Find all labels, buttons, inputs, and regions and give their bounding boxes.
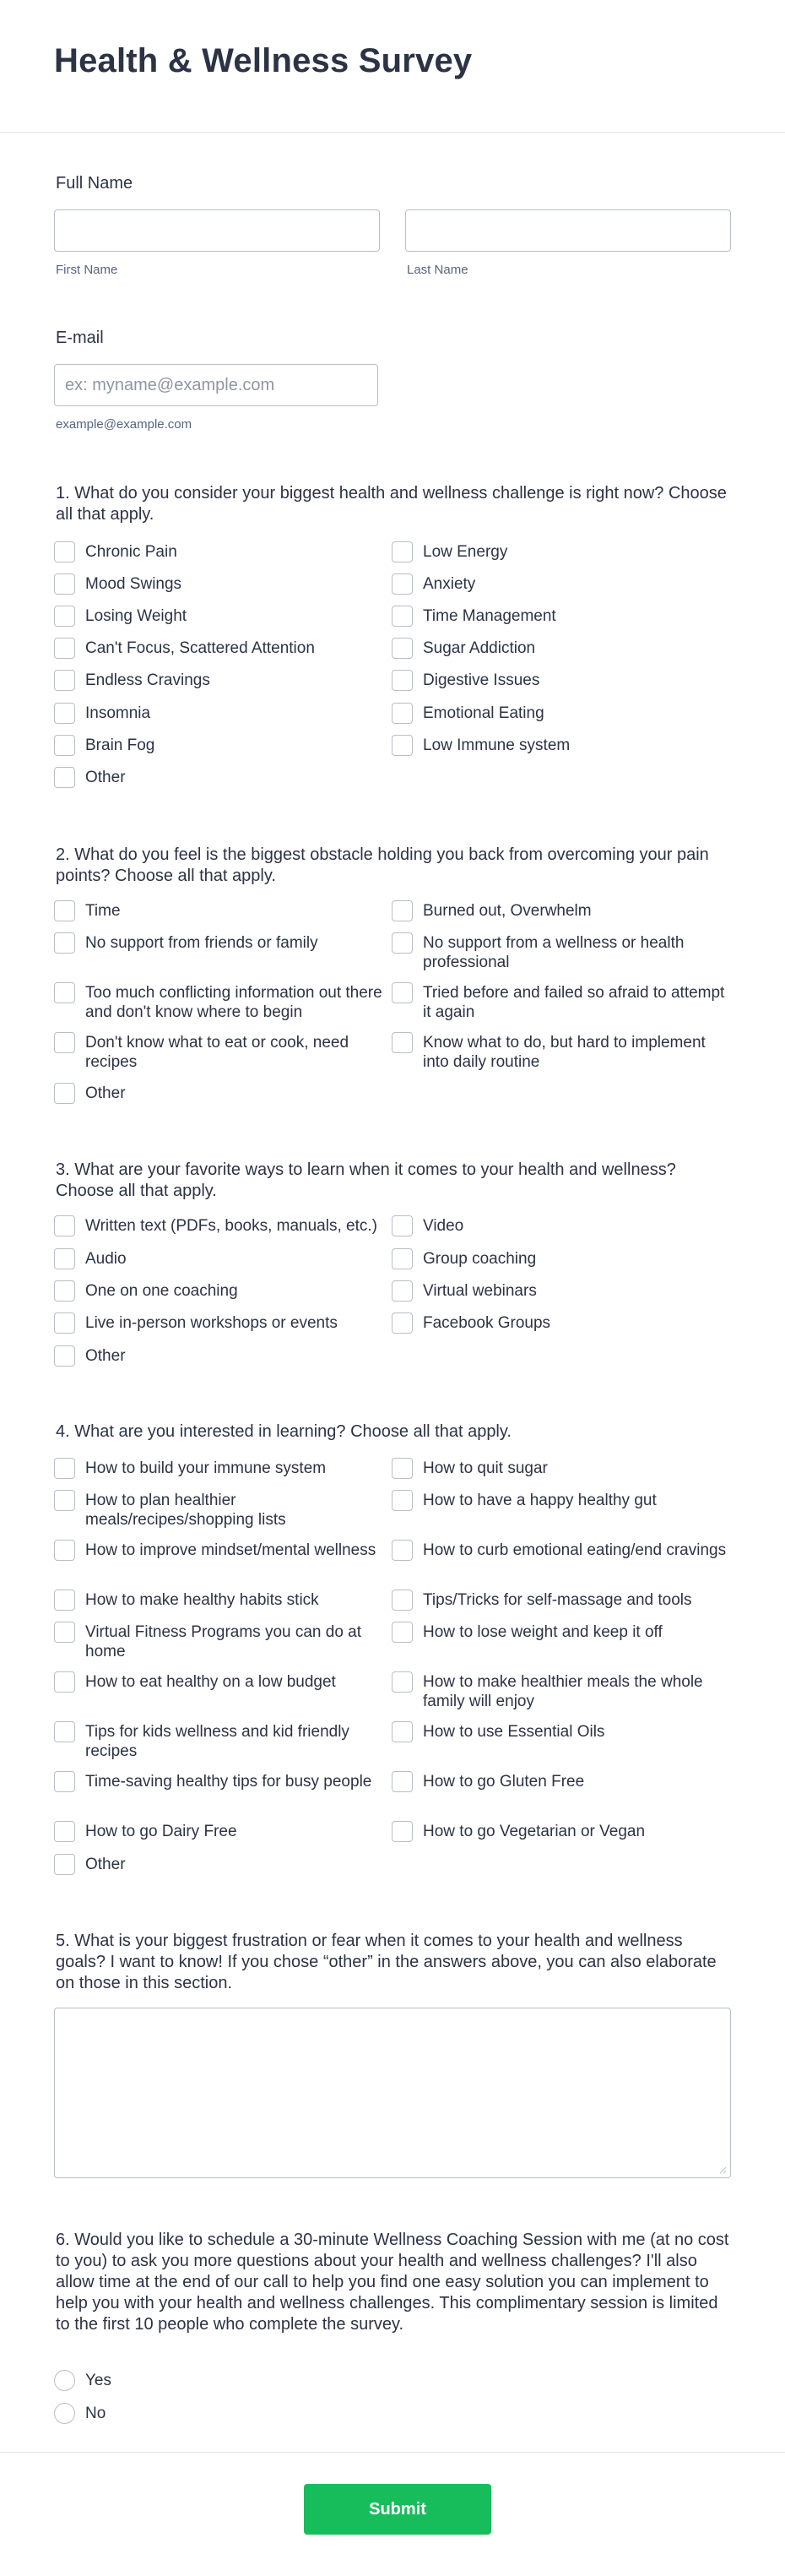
radio-button[interactable] <box>54 2370 75 2391</box>
checkbox[interactable] <box>54 1345 75 1367</box>
q4-option-essential-oils[interactable]: How to use Essential Oils <box>392 1722 731 1742</box>
q2-option-conflicting-info[interactable]: Too much conflicting information out there and don't know where to begin <box>54 983 393 1022</box>
checkbox[interactable] <box>54 1540 75 1561</box>
frustration-textarea[interactable] <box>55 2008 730 2177</box>
checkbox[interactable] <box>54 670 75 691</box>
q4-option-low-budget[interactable]: How to eat healthy on a low budget <box>54 1672 393 1693</box>
checkbox[interactable] <box>54 1083 75 1104</box>
question-5-label: 5. What is your biggest frustration or fear when it comes to your health and wellness goals? I want to know! If you chose “other” in the answers above, you can also elaborate on those in this section. <box>56 1932 717 1992</box>
email-sublabel: example@example.com <box>56 417 192 432</box>
checkbox[interactable] <box>392 1312 413 1334</box>
q1-option-digestive-issues[interactable]: Digestive Issues <box>392 671 731 691</box>
checkbox[interactable] <box>54 1312 75 1334</box>
checkbox[interactable] <box>392 1032 413 1053</box>
checkbox[interactable] <box>54 982 75 1003</box>
q1-option-chronic-pain[interactable]: Chronic Pain <box>54 542 393 562</box>
checkbox[interactable] <box>392 1821 413 1842</box>
first-name-sublabel: First Name <box>56 263 118 277</box>
q6-option-yes[interactable]: Yes <box>54 2371 393 2391</box>
email-field[interactable] <box>54 364 378 406</box>
q1-option-low-energy[interactable]: Low Energy <box>392 542 731 562</box>
checkbox[interactable] <box>54 541 75 562</box>
checkbox[interactable] <box>392 1280 413 1302</box>
checkbox[interactable] <box>54 1821 75 1842</box>
q1-option-brain-fog[interactable]: Brain Fog <box>54 736 393 756</box>
q4-option-virtual-fitness[interactable]: Virtual Fitness Programs you can do at home <box>54 1622 393 1661</box>
checkbox[interactable] <box>392 1721 413 1742</box>
frustration-textarea-field[interactable] <box>54 2008 731 2178</box>
footer-divider <box>0 2452 785 2453</box>
q4-option-quit-sugar[interactable]: How to quit sugar <box>392 1459 731 1479</box>
checkbox[interactable] <box>392 703 413 724</box>
checkbox[interactable] <box>392 1622 413 1643</box>
checkbox[interactable] <box>54 573 75 595</box>
checkbox[interactable] <box>54 1490 75 1511</box>
q2-option-no-support-professional[interactable]: No support from a wellness or health professional <box>392 933 731 972</box>
checkbox[interactable] <box>392 1490 413 1511</box>
checkbox[interactable] <box>392 932 413 954</box>
checkbox[interactable] <box>54 735 75 756</box>
radio-button[interactable] <box>54 2403 75 2424</box>
checkbox[interactable] <box>392 670 413 691</box>
checkbox[interactable] <box>392 606 413 627</box>
q4-option-plan-meals[interactable]: How to plan healthier meals/recipes/shopping lists <box>54 1491 393 1530</box>
q1-option-losing-weight[interactable]: Losing Weight <box>54 606 393 627</box>
q1-option-mood-swings[interactable]: Mood Swings <box>54 574 393 595</box>
checkbox[interactable] <box>54 932 75 954</box>
checkbox[interactable] <box>392 1671 413 1693</box>
checkbox[interactable] <box>54 1721 75 1742</box>
checkbox[interactable] <box>54 1771 75 1792</box>
q6-option-no[interactable]: No <box>54 2404 393 2424</box>
q3-option-written-text[interactable]: Written text (PDFs, books, manuals, etc.) <box>54 1216 393 1236</box>
q2-option-hard-to-implement[interactable]: Know what to do, but hard to implement into daily routine <box>392 1033 731 1072</box>
checkbox[interactable] <box>54 1215 75 1236</box>
q4-option-gluten-free[interactable]: How to go Gluten Free <box>392 1772 731 1792</box>
q1-option-cant-focus[interactable]: Can't Focus, Scattered Attention <box>54 639 393 659</box>
checkbox[interactable] <box>392 541 413 562</box>
q4-option-family-meals[interactable]: How to make healthier meals the whole family will enjoy <box>392 1672 731 1711</box>
q3-option-other[interactable]: Other <box>54 1346 393 1367</box>
checkbox[interactable] <box>392 1248 413 1269</box>
q2-option-tried-before[interactable]: Tried before and failed so afraid to attempt it again <box>392 983 731 1022</box>
q2-option-other[interactable]: Other <box>54 1084 393 1104</box>
email-label: E-mail <box>56 329 104 347</box>
checkbox[interactable] <box>54 1671 75 1693</box>
checkbox[interactable] <box>54 900 75 921</box>
q4-option-time-saving[interactable]: Time-saving healthy tips for busy people <box>54 1772 393 1792</box>
checkbox[interactable] <box>392 1458 413 1479</box>
last-name-input[interactable] <box>406 210 730 251</box>
q1-option-insomnia[interactable]: Insomnia <box>54 704 393 724</box>
q1-option-anxiety[interactable]: Anxiety <box>392 574 731 595</box>
question-2-label: 2. What do you feel is the biggest obstacle holding you back from overcoming your pain points? Choose all that apply. <box>56 845 709 885</box>
checkbox[interactable] <box>54 1590 75 1611</box>
resize-grip-icon[interactable] <box>719 2166 727 2174</box>
form-title: Health & Wellness Survey <box>54 42 473 79</box>
q2-option-no-support-friends[interactable]: No support from friends or family <box>54 933 393 954</box>
checkbox[interactable] <box>392 573 413 595</box>
q3-option-facebook-groups[interactable]: Facebook Groups <box>392 1313 731 1334</box>
last-name-field[interactable] <box>405 209 731 252</box>
checkbox[interactable] <box>54 1032 75 1053</box>
full-name-label: Full Name <box>56 174 133 193</box>
q4-option-dairy-free[interactable]: How to go Dairy Free <box>54 1822 393 1842</box>
last-name-sublabel: Last Name <box>407 263 468 277</box>
checkbox[interactable] <box>54 1248 75 1269</box>
q4-option-vegetarian-vegan[interactable]: How to go Vegetarian or Vegan <box>392 1822 731 1842</box>
first-name-input[interactable] <box>55 210 379 251</box>
checkbox[interactable] <box>54 1854 75 1875</box>
q3-option-live-workshops[interactable]: Live in-person workshops or events <box>54 1313 393 1334</box>
checkbox[interactable] <box>392 982 413 1003</box>
q4-option-mindset[interactable]: How to improve mindset/mental wellness <box>54 1541 393 1561</box>
q4-option-emotional-eating[interactable]: How to curb emotional eating/end cravings <box>392 1541 731 1561</box>
q2-option-time[interactable]: Time <box>54 901 393 921</box>
question-1-label: 1. What do you consider your biggest health and wellness challenge is right now? Choose all that apply. <box>56 484 727 524</box>
checkbox[interactable] <box>392 900 413 921</box>
q1-option-emotional-eating[interactable]: Emotional Eating <box>392 704 731 724</box>
q3-option-video[interactable]: Video <box>392 1216 731 1236</box>
checkbox[interactable] <box>54 1458 75 1479</box>
q3-option-virtual-webinars[interactable]: Virtual webinars <box>392 1281 731 1302</box>
checkbox[interactable] <box>54 703 75 724</box>
q4-option-healthy-habits[interactable]: How to make healthy habits stick <box>54 1590 393 1611</box>
checkbox[interactable] <box>392 1540 413 1561</box>
q1-option-sugar-addiction[interactable]: Sugar Addiction <box>392 639 731 659</box>
q1-option-low-immune-system[interactable]: Low Immune system <box>392 736 731 756</box>
q4-option-immune-system[interactable]: How to build your immune system <box>54 1459 393 1479</box>
q2-option-burned-out[interactable]: Burned out, Overwhelm <box>392 901 731 921</box>
q3-option-audio[interactable]: Audio <box>54 1249 393 1269</box>
q2-option-dont-know-what-to-eat[interactable]: Don't know what to eat or cook, need recipes <box>54 1033 393 1072</box>
q4-option-lose-weight[interactable]: How to lose weight and keep it off <box>392 1622 731 1643</box>
first-name-field[interactable] <box>54 209 380 252</box>
question-4-label: 4. What are you interested in learning? Choose all that apply. <box>56 1422 512 1441</box>
email-input[interactable] <box>55 365 377 405</box>
question-6-label: 6. Would you like to schedule a 30-minute Wellness Coaching Session with me (at no cost to you) to ask you more questions about your health and wellness challenges? I'll also allow time at the end of our call to help you find one easy solution you can implement to help you with your health and wellness challenges. This complimentary session is limited to the first 10 people who complete the survey. <box>56 2231 729 2334</box>
q1-option-endless-cravings[interactable]: Endless Cravings <box>54 671 393 691</box>
form-header <box>0 0 785 133</box>
checkbox[interactable] <box>54 1280 75 1302</box>
q4-option-kids-wellness[interactable]: Tips for kids wellness and kid friendly recipes <box>54 1722 393 1761</box>
q4-option-self-massage[interactable]: Tips/Tricks for self-massage and tools <box>392 1590 731 1611</box>
checkbox[interactable] <box>392 638 413 659</box>
checkbox[interactable] <box>392 1215 413 1236</box>
checkbox[interactable] <box>392 735 413 756</box>
submit-button[interactable]: Submit <box>304 2484 491 2535</box>
q1-option-time-management[interactable]: Time Management <box>392 606 731 627</box>
q4-option-healthy-gut[interactable]: How to have a happy healthy gut <box>392 1491 731 1511</box>
q1-option-other[interactable]: Other <box>54 768 393 788</box>
q3-option-group-coaching[interactable]: Group coaching <box>392 1249 731 1269</box>
checkbox[interactable] <box>54 606 75 627</box>
q4-option-other[interactable]: Other <box>54 1855 393 1875</box>
q3-option-one-on-one[interactable]: One on one coaching <box>54 1281 393 1302</box>
question-3-label: 3. What are your favorite ways to learn when it comes to your health and wellness? Choose all that apply. <box>56 1160 676 1200</box>
checkbox[interactable] <box>392 1771 413 1792</box>
checkbox[interactable] <box>54 638 75 659</box>
checkbox[interactable] <box>54 767 75 788</box>
checkbox[interactable] <box>54 1622 75 1643</box>
checkbox[interactable] <box>392 1590 413 1611</box>
